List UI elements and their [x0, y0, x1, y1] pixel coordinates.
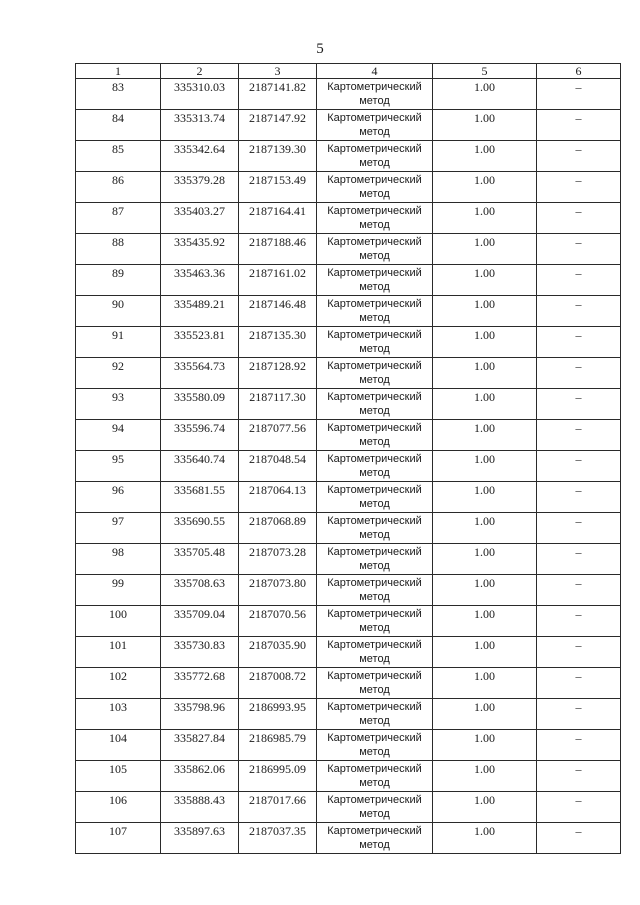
note-cell: –	[537, 265, 621, 296]
method-cell: Картометрический метод	[317, 699, 433, 730]
method-cell: Картометрический метод	[317, 234, 433, 265]
point-number-cell: 101	[76, 637, 161, 668]
x-coordinate-cell: 335310.03	[161, 79, 239, 110]
table-row	[76, 141, 621, 172]
accuracy-cell: 1.00	[433, 792, 537, 823]
note-cell: –	[537, 110, 621, 141]
note-cell: –	[537, 606, 621, 637]
header-cell-3: 3	[239, 64, 317, 79]
note-cell: –	[537, 637, 621, 668]
x-coordinate-cell: 335705.48	[161, 544, 239, 575]
note-cell: –	[537, 544, 621, 575]
accuracy-cell: 1.00	[433, 699, 537, 730]
note-cell: –	[537, 420, 621, 451]
y-coordinate-cell: 2186985.79	[239, 730, 317, 761]
method-cell: Картометрический метод	[317, 513, 433, 544]
note-cell: –	[537, 234, 621, 265]
x-coordinate-cell: 335888.43	[161, 792, 239, 823]
header-cell-2: 2	[161, 64, 239, 79]
method-cell: Картометрический метод	[317, 172, 433, 203]
table-row	[76, 823, 621, 854]
method-cell: Картометрический метод	[317, 792, 433, 823]
table-row	[76, 203, 621, 234]
note-cell: –	[537, 172, 621, 203]
accuracy-cell: 1.00	[433, 575, 537, 606]
note-cell: –	[537, 668, 621, 699]
header-cell-1: 1	[76, 64, 161, 79]
accuracy-cell: 1.00	[433, 265, 537, 296]
y-coordinate-cell: 2187141.82	[239, 79, 317, 110]
accuracy-cell: 1.00	[433, 482, 537, 513]
point-number-cell: 107	[76, 823, 161, 854]
x-coordinate-cell: 335580.09	[161, 389, 239, 420]
table-row	[76, 420, 621, 451]
accuracy-cell: 1.00	[433, 513, 537, 544]
x-coordinate-cell: 335730.83	[161, 637, 239, 668]
x-coordinate-cell: 335342.64	[161, 141, 239, 172]
accuracy-cell: 1.00	[433, 451, 537, 482]
y-coordinate-cell: 2187117.30	[239, 389, 317, 420]
x-coordinate-cell: 335772.68	[161, 668, 239, 699]
y-coordinate-cell: 2187153.49	[239, 172, 317, 203]
method-cell: Картометрический метод	[317, 327, 433, 358]
y-coordinate-cell: 2187077.56	[239, 420, 317, 451]
y-coordinate-cell: 2187135.30	[239, 327, 317, 358]
note-cell: –	[537, 141, 621, 172]
note-cell: –	[537, 358, 621, 389]
x-coordinate-cell: 335798.96	[161, 699, 239, 730]
method-cell: Картометрический метод	[317, 358, 433, 389]
accuracy-cell: 1.00	[433, 730, 537, 761]
table-row	[76, 482, 621, 513]
method-cell: Картометрический метод	[317, 203, 433, 234]
accuracy-cell: 1.00	[433, 141, 537, 172]
y-coordinate-cell: 2187146.48	[239, 296, 317, 327]
x-coordinate-cell: 335523.81	[161, 327, 239, 358]
y-coordinate-cell: 2187008.72	[239, 668, 317, 699]
method-cell: Картометрический метод	[317, 730, 433, 761]
table-row	[76, 575, 621, 606]
x-coordinate-cell: 335313.74	[161, 110, 239, 141]
y-coordinate-cell: 2187139.30	[239, 141, 317, 172]
table-row	[76, 358, 621, 389]
note-cell: –	[537, 699, 621, 730]
table-row	[76, 296, 621, 327]
table-row	[76, 544, 621, 575]
note-cell: –	[537, 761, 621, 792]
table-row	[76, 79, 621, 110]
note-cell: –	[537, 389, 621, 420]
accuracy-cell: 1.00	[433, 606, 537, 637]
method-cell: Картометрический метод	[317, 575, 433, 606]
accuracy-cell: 1.00	[433, 761, 537, 792]
header-cell-6: 6	[537, 64, 621, 79]
table-row	[76, 761, 621, 792]
method-cell: Картометрический метод	[317, 606, 433, 637]
point-number-cell: 103	[76, 699, 161, 730]
point-number-cell: 99	[76, 575, 161, 606]
x-coordinate-cell: 335596.74	[161, 420, 239, 451]
method-cell: Картометрический метод	[317, 823, 433, 854]
header-cell-4: 4	[317, 64, 433, 79]
y-coordinate-cell: 2187064.13	[239, 482, 317, 513]
y-coordinate-cell: 2187073.80	[239, 575, 317, 606]
y-coordinate-cell: 2187073.28	[239, 544, 317, 575]
point-number-cell: 92	[76, 358, 161, 389]
accuracy-cell: 1.00	[433, 637, 537, 668]
method-cell: Картометрический метод	[317, 110, 433, 141]
point-number-cell: 105	[76, 761, 161, 792]
point-number-cell: 94	[76, 420, 161, 451]
method-cell: Картометрический метод	[317, 668, 433, 699]
accuracy-cell: 1.00	[433, 327, 537, 358]
method-cell: Картометрический метод	[317, 420, 433, 451]
accuracy-cell: 1.00	[433, 544, 537, 575]
header-cell-5: 5	[433, 64, 537, 79]
table-row	[76, 792, 621, 823]
accuracy-cell: 1.00	[433, 389, 537, 420]
note-cell: –	[537, 482, 621, 513]
point-number-cell: 84	[76, 110, 161, 141]
y-coordinate-cell: 2187017.66	[239, 792, 317, 823]
point-number-cell: 98	[76, 544, 161, 575]
y-coordinate-cell: 2186993.95	[239, 699, 317, 730]
note-cell: –	[537, 451, 621, 482]
accuracy-cell: 1.00	[433, 420, 537, 451]
x-coordinate-cell: 335564.73	[161, 358, 239, 389]
point-number-cell: 85	[76, 141, 161, 172]
point-number-cell: 102	[76, 668, 161, 699]
x-coordinate-cell: 335897.63	[161, 823, 239, 854]
x-coordinate-cell: 335489.21	[161, 296, 239, 327]
point-number-cell: 90	[76, 296, 161, 327]
point-number-cell: 97	[76, 513, 161, 544]
y-coordinate-cell: 2187035.90	[239, 637, 317, 668]
x-coordinate-cell: 335681.55	[161, 482, 239, 513]
note-cell: –	[537, 792, 621, 823]
accuracy-cell: 1.00	[433, 296, 537, 327]
y-coordinate-cell: 2187068.89	[239, 513, 317, 544]
x-coordinate-cell: 335827.84	[161, 730, 239, 761]
y-coordinate-cell: 2187147.92	[239, 110, 317, 141]
y-coordinate-cell: 2187128.92	[239, 358, 317, 389]
x-coordinate-cell: 335435.92	[161, 234, 239, 265]
accuracy-cell: 1.00	[433, 823, 537, 854]
y-coordinate-cell: 2187164.41	[239, 203, 317, 234]
method-cell: Картометрический метод	[317, 761, 433, 792]
y-coordinate-cell: 2186995.09	[239, 761, 317, 792]
table-row	[76, 110, 621, 141]
table-row	[76, 172, 621, 203]
table-row	[76, 234, 621, 265]
table-row	[76, 513, 621, 544]
table-row	[76, 265, 621, 296]
note-cell: –	[537, 296, 621, 327]
point-number-cell: 104	[76, 730, 161, 761]
method-cell: Картометрический метод	[317, 482, 433, 513]
table-row	[76, 606, 621, 637]
y-coordinate-cell: 2187070.56	[239, 606, 317, 637]
method-cell: Картометрический метод	[317, 79, 433, 110]
y-coordinate-cell: 2187161.02	[239, 265, 317, 296]
table-row	[76, 668, 621, 699]
note-cell: –	[537, 79, 621, 110]
method-cell: Картометрический метод	[317, 389, 433, 420]
note-cell: –	[537, 730, 621, 761]
x-coordinate-cell: 335862.06	[161, 761, 239, 792]
point-number-cell: 96	[76, 482, 161, 513]
x-coordinate-cell: 335379.28	[161, 172, 239, 203]
point-number-cell: 87	[76, 203, 161, 234]
method-cell: Картометрический метод	[317, 141, 433, 172]
table-body	[76, 79, 621, 854]
point-number-cell: 83	[76, 79, 161, 110]
table-row	[76, 637, 621, 668]
point-number-cell: 89	[76, 265, 161, 296]
accuracy-cell: 1.00	[433, 358, 537, 389]
x-coordinate-cell: 335463.36	[161, 265, 239, 296]
page-number: 5	[316, 41, 324, 57]
table-row	[76, 451, 621, 482]
method-cell: Картометрический метод	[317, 265, 433, 296]
note-cell: –	[537, 327, 621, 358]
accuracy-cell: 1.00	[433, 172, 537, 203]
note-cell: –	[537, 513, 621, 544]
accuracy-cell: 1.00	[433, 203, 537, 234]
table-row	[76, 699, 621, 730]
accuracy-cell: 1.00	[433, 668, 537, 699]
method-cell: Картометрический метод	[317, 544, 433, 575]
method-cell: Картометрический метод	[317, 296, 433, 327]
x-coordinate-cell: 335708.63	[161, 575, 239, 606]
accuracy-cell: 1.00	[433, 234, 537, 265]
table-row	[76, 730, 621, 761]
accuracy-cell: 1.00	[433, 110, 537, 141]
point-number-cell: 93	[76, 389, 161, 420]
y-coordinate-cell: 2187037.35	[239, 823, 317, 854]
accuracy-cell: 1.00	[433, 79, 537, 110]
point-number-cell: 88	[76, 234, 161, 265]
method-cell: Картометрический метод	[317, 637, 433, 668]
point-number-cell: 100	[76, 606, 161, 637]
y-coordinate-cell: 2187188.46	[239, 234, 317, 265]
point-number-cell: 95	[76, 451, 161, 482]
x-coordinate-cell: 335709.04	[161, 606, 239, 637]
x-coordinate-cell: 335403.27	[161, 203, 239, 234]
note-cell: –	[537, 203, 621, 234]
header-row	[76, 64, 621, 79]
coordinates-table	[75, 63, 621, 854]
note-cell: –	[537, 823, 621, 854]
table-header	[76, 64, 621, 79]
point-number-cell: 86	[76, 172, 161, 203]
x-coordinate-cell: 335690.55	[161, 513, 239, 544]
table-row	[76, 327, 621, 358]
table-row	[76, 389, 621, 420]
note-cell: –	[537, 575, 621, 606]
y-coordinate-cell: 2187048.54	[239, 451, 317, 482]
point-number-cell: 91	[76, 327, 161, 358]
point-number-cell: 106	[76, 792, 161, 823]
method-cell: Картометрический метод	[317, 451, 433, 482]
x-coordinate-cell: 335640.74	[161, 451, 239, 482]
